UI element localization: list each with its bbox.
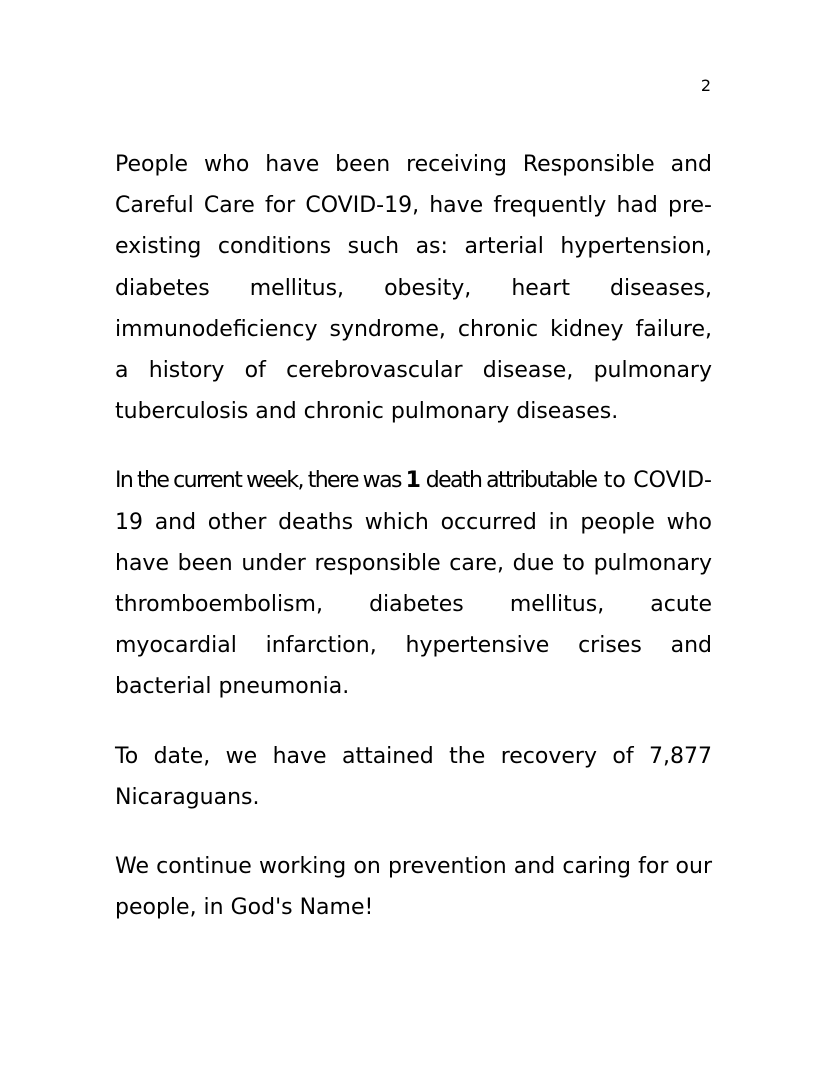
- paragraph-weekly-deaths-mid: death attributable: [420, 468, 597, 494]
- page-number: 2: [700, 76, 711, 95]
- death-count: 1: [405, 468, 421, 494]
- paragraph-weekly-deaths-rest: to COVID-19 and other deaths which occurred in people who have been under responsible care, due to pulmonary thromboembolism, diabetes mellitus, acute myocardial infarction, hypertensive crises and bacterial pneumonia.: [115, 468, 712, 700]
- paragraph-weekly-deaths-lead: In the current week, there was: [115, 468, 406, 494]
- paragraph-recoveries: To date, we have attained the recovery of 7,877 Nicaraguans.: [115, 743, 712, 810]
- paragraph-preexisting-conditions: People who have been receiving Responsible and Careful Care for COVID-19, have frequently had pre-existing conditions such as: arterial hypertension, diabetes mellitus, obesity, heart diseases, immunodeficiency syndrome, chronic kidney failure, a history of cerebrovascular disease, pulmonary tuberculosis and chronic pulmonary diseases.: [115, 152, 712, 425]
- paragraph-closing: We continue working on prevention and caring for our people, in God's Name!: [115, 854, 712, 921]
- paragraph-weekly-deaths: [115, 460, 712, 707]
- document-body: [115, 144, 712, 928]
